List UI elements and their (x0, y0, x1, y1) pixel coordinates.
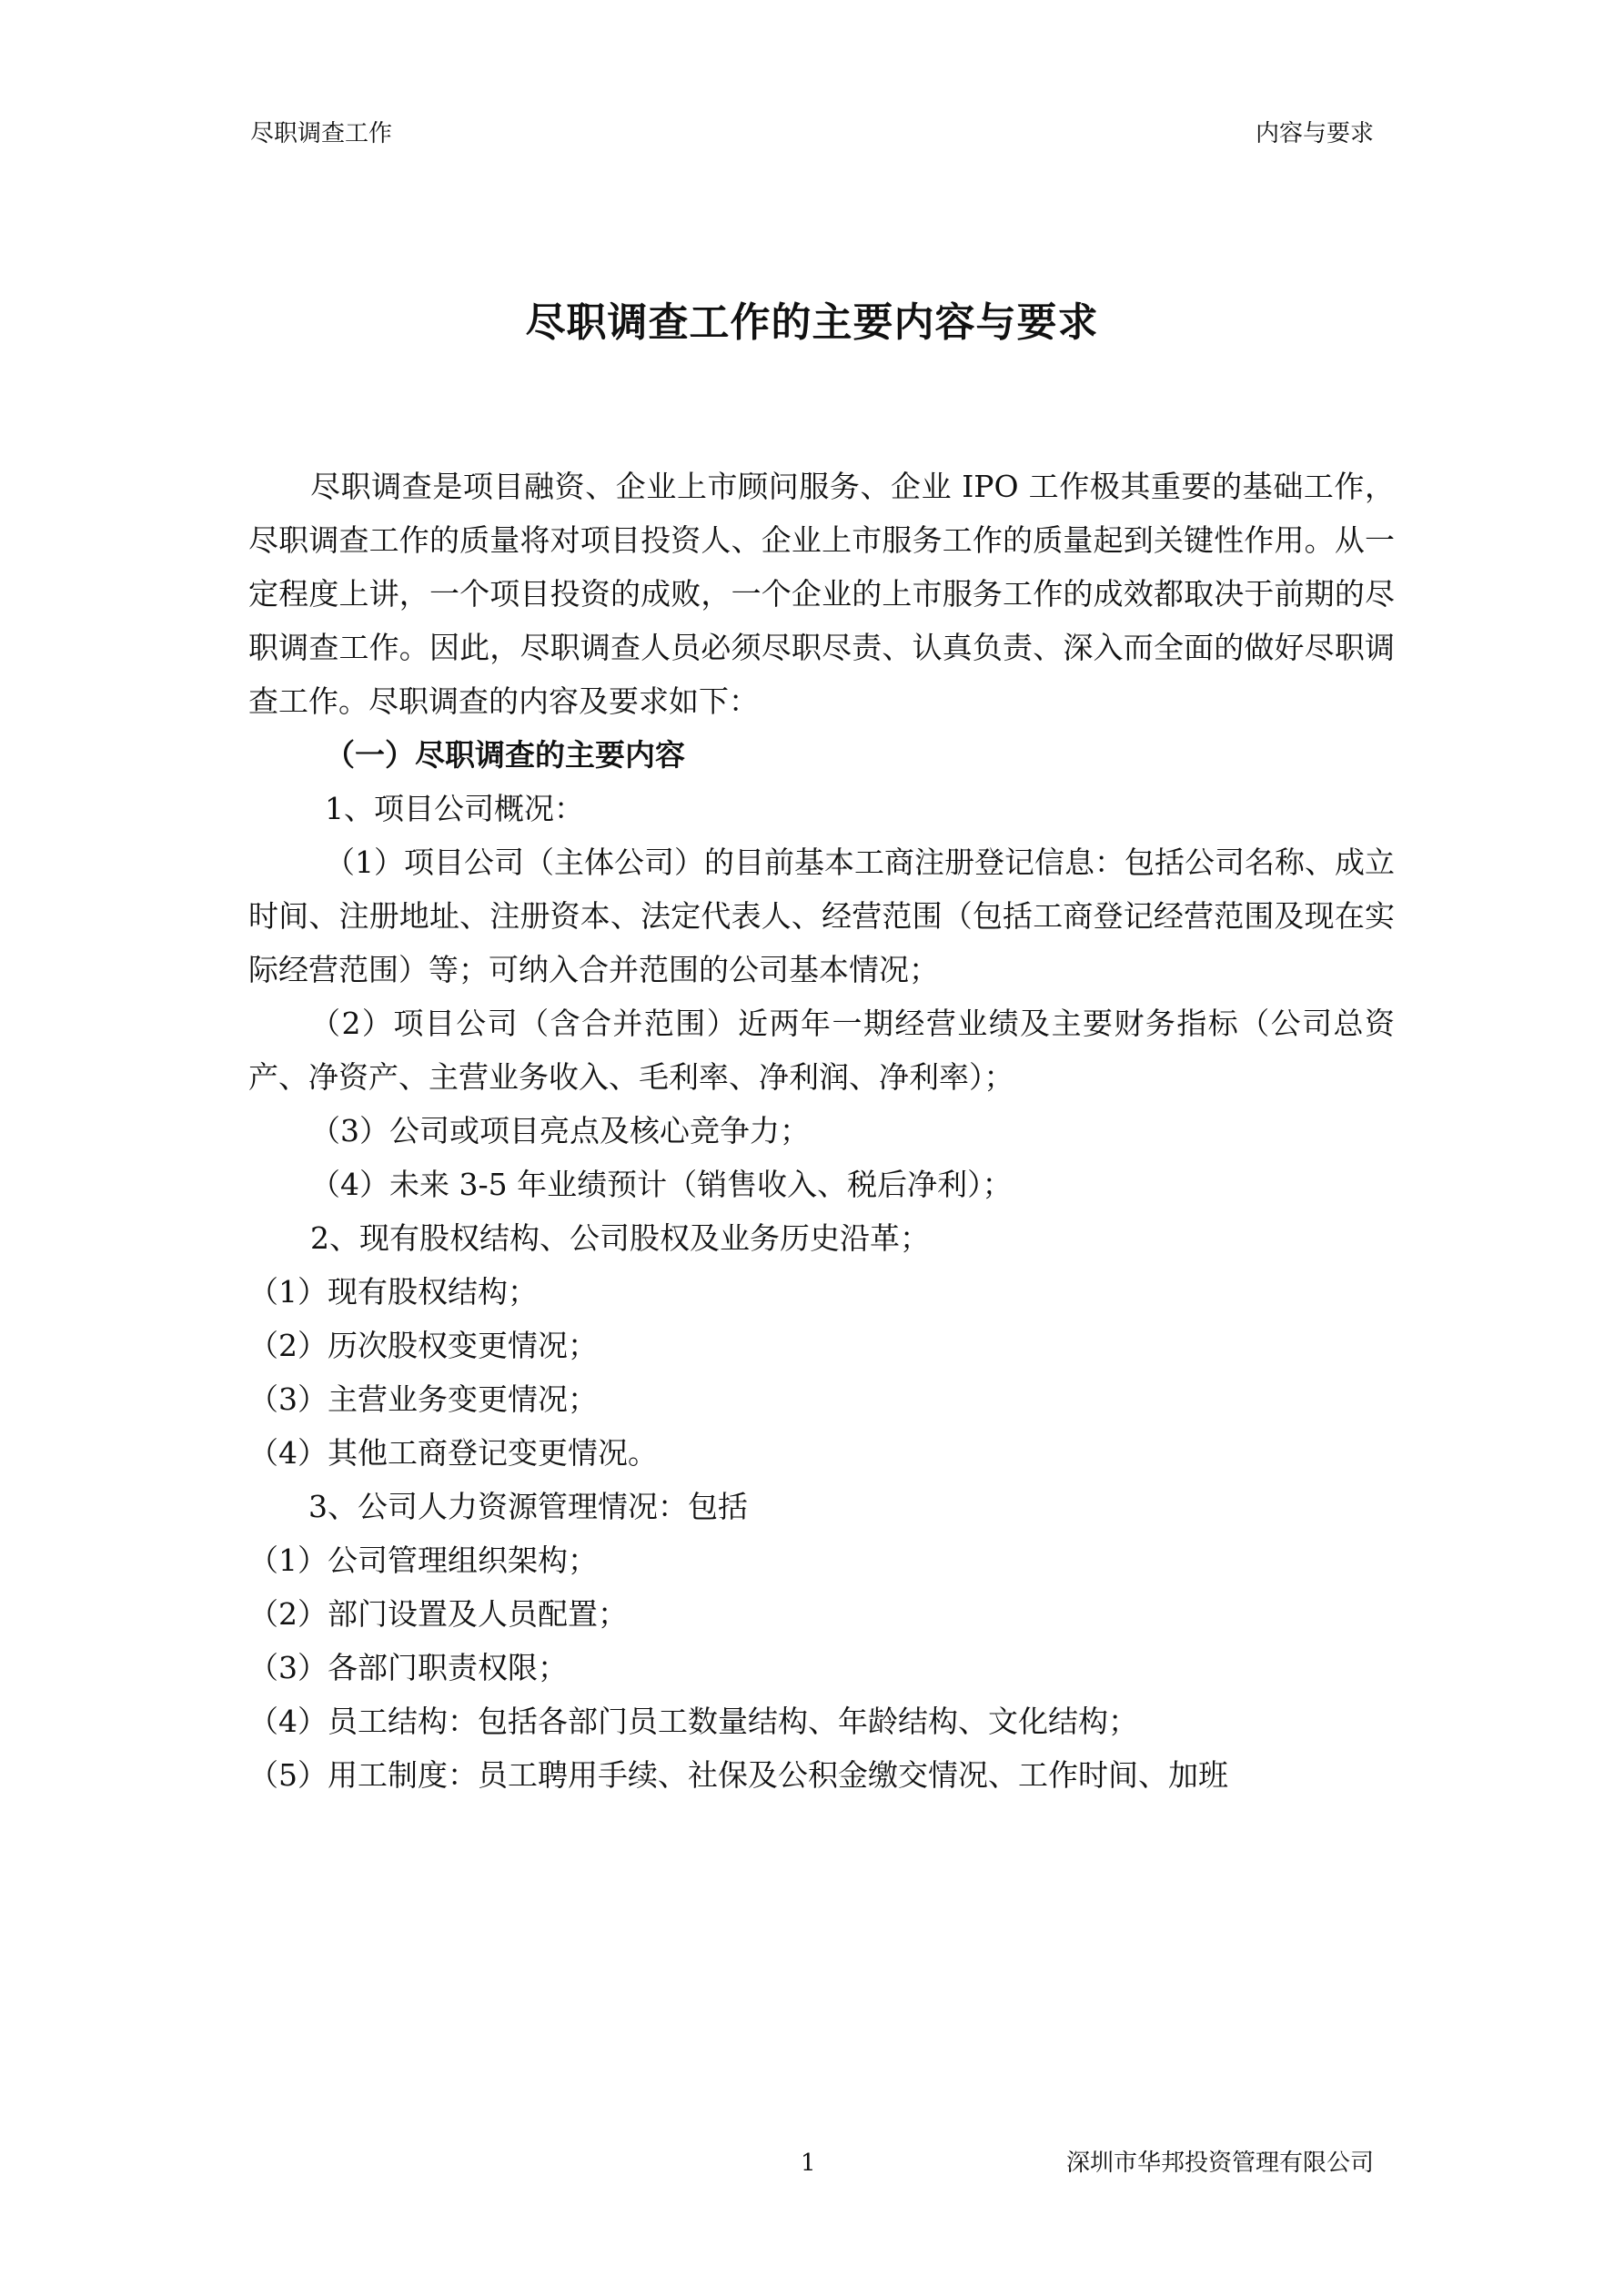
item-3-sub-3: （3）各部门职责权限； (248, 1650, 568, 1685)
section-heading-main-content: （一）尽职调查的主要内容 (325, 737, 685, 773)
item-2-sub-3: （3）主营业务变更情况； (248, 1381, 598, 1417)
item-2-sub-1: （1）现有股权结构； (248, 1274, 538, 1310)
item-1-sub-4: （4）未来 3-5 年业绩预计（销售收入、税后净利）； (310, 1167, 1013, 1202)
item-1-sub-2 (248, 996, 1395, 1104)
intro-paragraph: 尽职调查是项目融资、企业上市顾问服务、企业 IPO 工作极其重要的基础工作，尽职调查工作的质量将对项目投资人、企业上市服务工作的质量起到关键性作用。从一定程度上讲，一个项目投资的成败，一个企业的上市服务工作的成效都取决于前期的尽职调查工作。因此，尽职调查人员必须尽职尽责、认真负责、深入而全面的做好尽职调查工作。尽职调查的内容及要求如下： (248, 469, 1395, 719)
item-1-sub-1 (248, 835, 1395, 996)
document-body (248, 460, 1395, 1802)
item-1-sub-1-text: （1）项目公司（主体公司）的目前基本工商注册登记信息：包括公司名称、成立时间、注册地址、注册资本、法定代表人、经营范围（包括工商登记经营范围及现在实际经营范围）等；可纳入合并范围的公司基本情况； (248, 845, 1395, 987)
item-1-heading: 1、项目公司概况： (325, 791, 584, 826)
item-2-sub-4: （4）其他工商登记变更情况。 (248, 1435, 658, 1471)
running-header-right: 内容与要求 (1255, 120, 1374, 147)
item-1-sub-3: （3）公司或项目亮点及核心竞争力； (310, 1113, 810, 1148)
item-3-sub-2: （2）部门设置及人员配置； (248, 1596, 628, 1632)
item-1-sub-2-text: （2）项目公司（含合并范围）近两年一期经营业绩及主要财务指标（公司总资产、净资产、主营业务收入、毛利率、净利润、净利率）； (248, 1006, 1395, 1095)
footer-company-name: 深圳市华邦投资管理有限公司 (1065, 2149, 1374, 2177)
document-title: 尽职调查工作的主要内容与要求 (525, 299, 1099, 346)
item-3-sub-4: （4）员工结构：包括各部门员工数量结构、年龄结构、文化结构； (248, 1704, 1138, 1739)
item-2-sub-2: （2）历次股权变更情况； (248, 1328, 598, 1363)
page-number: 1 (801, 2149, 816, 2177)
running-header-left: 尽职调查工作 (250, 120, 393, 147)
item-3-sub-5: （5）用工制度：员工聘用手续、社保及公积金缴交情况、工作时间、加班 (248, 1757, 1228, 1793)
item-3-heading: 3、公司人力资源管理情况：包括 (308, 1489, 748, 1524)
item-3-sub-1: （1）公司管理组织架构； (248, 1542, 598, 1578)
item-2-heading: 2、现有股权结构、公司股权及业务历史沿革； (310, 1220, 930, 1256)
